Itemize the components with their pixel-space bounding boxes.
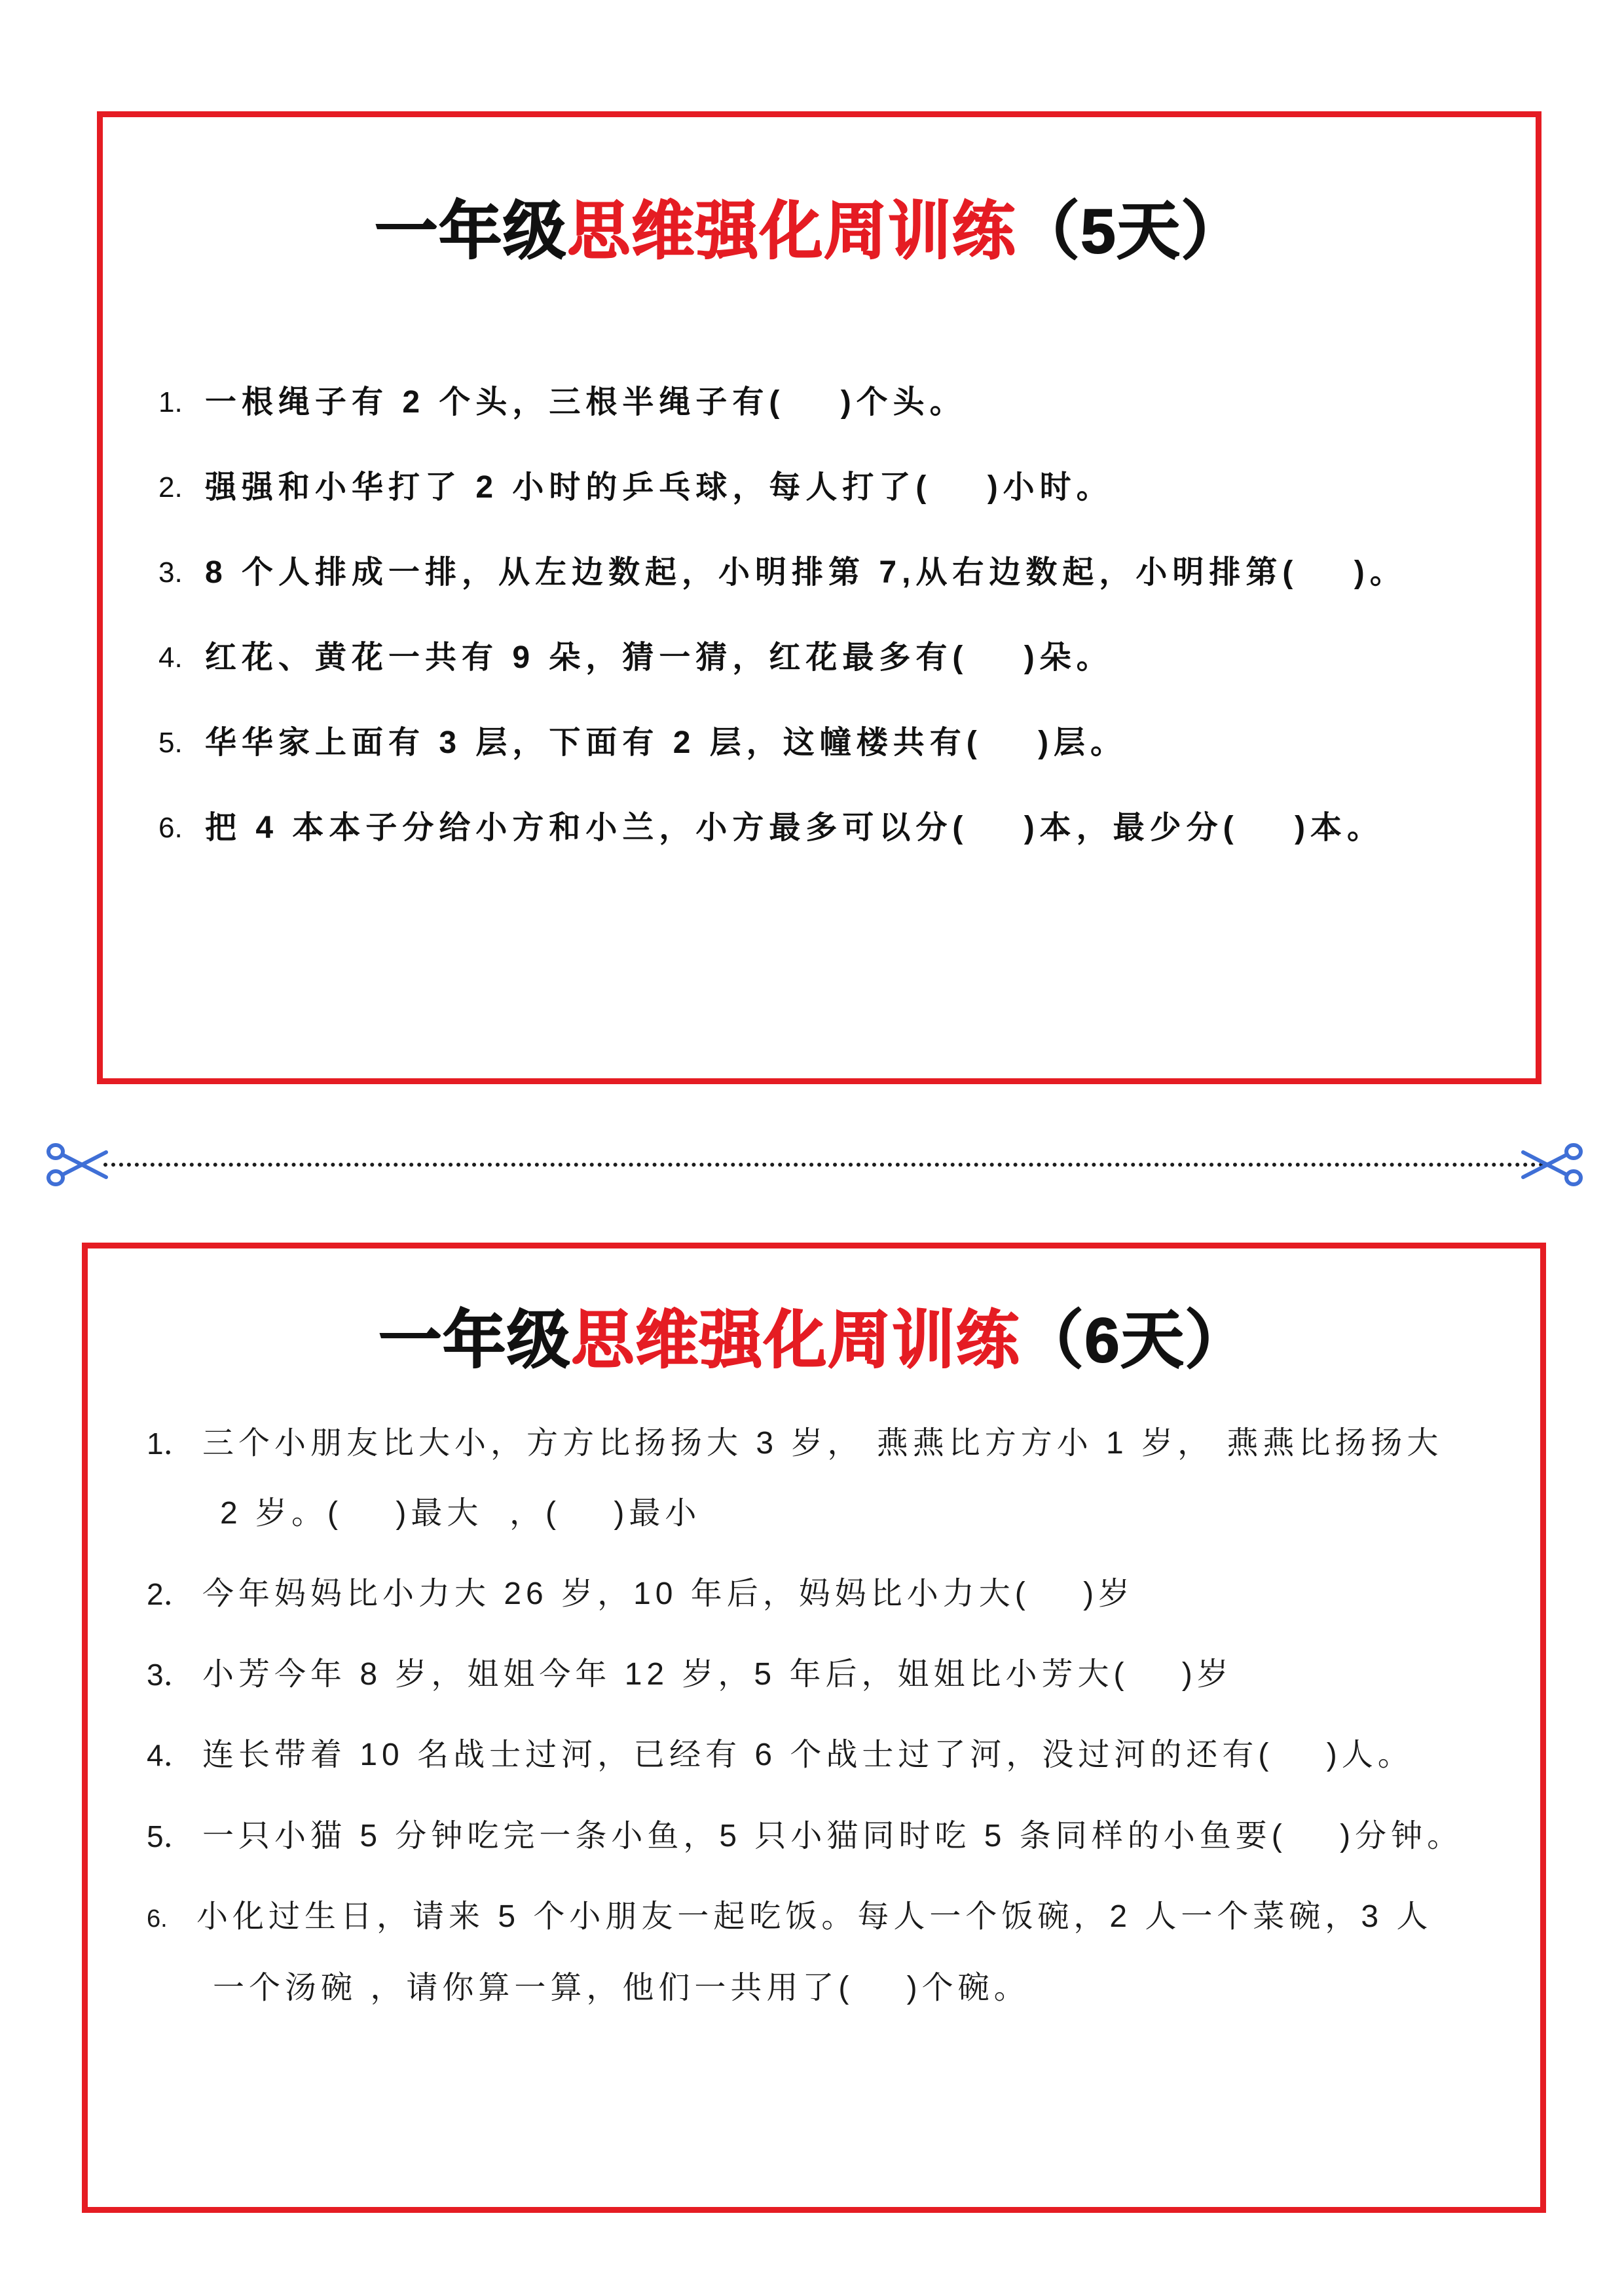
day6-question-1-text-line-2: 2 岁。( )最大 ，( )最小 (220, 1496, 701, 1531)
day5-question-5-text: 华华家上面有 3 层，下面有 2 层，这幢楼共有( )层。 (205, 725, 1128, 760)
day5-title-suffix: （5天） (1016, 196, 1246, 266)
day6-question-3-number: 3． (147, 1658, 194, 1692)
dotted-cut-line (103, 1163, 1544, 1167)
day6-question-3-text: 小芳今年 8 岁，姐姐今年 12 岁，5 年后，姐姐比小芳大( )岁 (202, 1657, 1233, 1692)
day6-question-5-number: 5． (147, 1819, 194, 1853)
right-scissors-icon (1521, 1140, 1583, 1189)
day5-question-1-text: 一根绳子有 2 个头，三根半绳子有( )个头。 (205, 385, 967, 420)
day6-question-5-text: 一只小猫 5 分钟吃完一条小鱼，5 只小猫同时吃 5 条同样的小鱼要( )分钟。 (202, 1819, 1464, 1853)
day5-title-highlight: 思维强化周训练 (567, 196, 1017, 266)
day6-title-prefix: 一年级 (378, 1305, 572, 1376)
day5-question-2-number: 2. (158, 471, 183, 503)
day6-question-6-text-line-2: 一个汤碗 ，请你算一算，他们一共用了( )个碗。 (213, 1971, 1030, 2005)
day6-question-2-number: 2． (147, 1577, 194, 1611)
day5-question-1-number: 1. (158, 386, 183, 418)
day5-question-6-number: 6. (158, 812, 183, 844)
day5-question-4-text: 红花、黄花一共有 9 朵，猜一猜，红花最多有( )朵。 (205, 640, 1113, 675)
day6-question-2-text: 今年妈妈比小力大 26 岁，10 年后，妈妈比小力大( )岁 (202, 1576, 1135, 1611)
day5-question-3-text: 8 个人排成一排，从左边数起，小明排第 7,从右边数起，小明排第( )。 (205, 555, 1407, 590)
day6-worksheet-title (88, 1305, 1540, 1377)
day6-question-1-text-line-1: 三个小朋友比大小，方方比扬扬大 3 岁， 燕燕比方方小 1 岁， 燕燕比扬扬大 (202, 1426, 1443, 1461)
day6-question-4-text: 连长带着 10 名战士过河，已经有 6 个战士过了河，没过河的还有( )人。 (202, 1738, 1414, 1772)
day6-worksheet-card (82, 1243, 1546, 2213)
day5-question-6-text: 把 4 本本子分给小方和小兰，小方最多可以分( )本，最少分( )本。 (205, 811, 1384, 845)
left-scissors-icon (46, 1140, 109, 1189)
day5-question-5-number: 5. (158, 727, 183, 759)
day6-question-6-number: 6. (147, 1905, 168, 1933)
day6-question-1-number: 1． (147, 1427, 194, 1461)
day6-question-6-text-line-1: 小化过生日，请来 5 个小朋友一起吃饭。每人一个饭碗，2 人一个菜碗，3 人 (196, 1899, 1433, 1934)
day5-worksheet-card (97, 111, 1541, 1084)
day5-question-3-number: 3. (158, 556, 183, 589)
day5-title-prefix: 一年级 (375, 196, 568, 266)
day5-worksheet-title (103, 196, 1517, 268)
day6-title-highlight: 思维强化周训练 (571, 1305, 1021, 1376)
day6-title-suffix: （6天） (1020, 1305, 1249, 1376)
day5-question-4-number: 4. (158, 642, 183, 674)
day5-question-2-text: 强强和小华打了 2 小时的乒乓球，每人打了( )小时。 (205, 470, 1113, 505)
day6-question-4-number: 4． (147, 1738, 194, 1772)
